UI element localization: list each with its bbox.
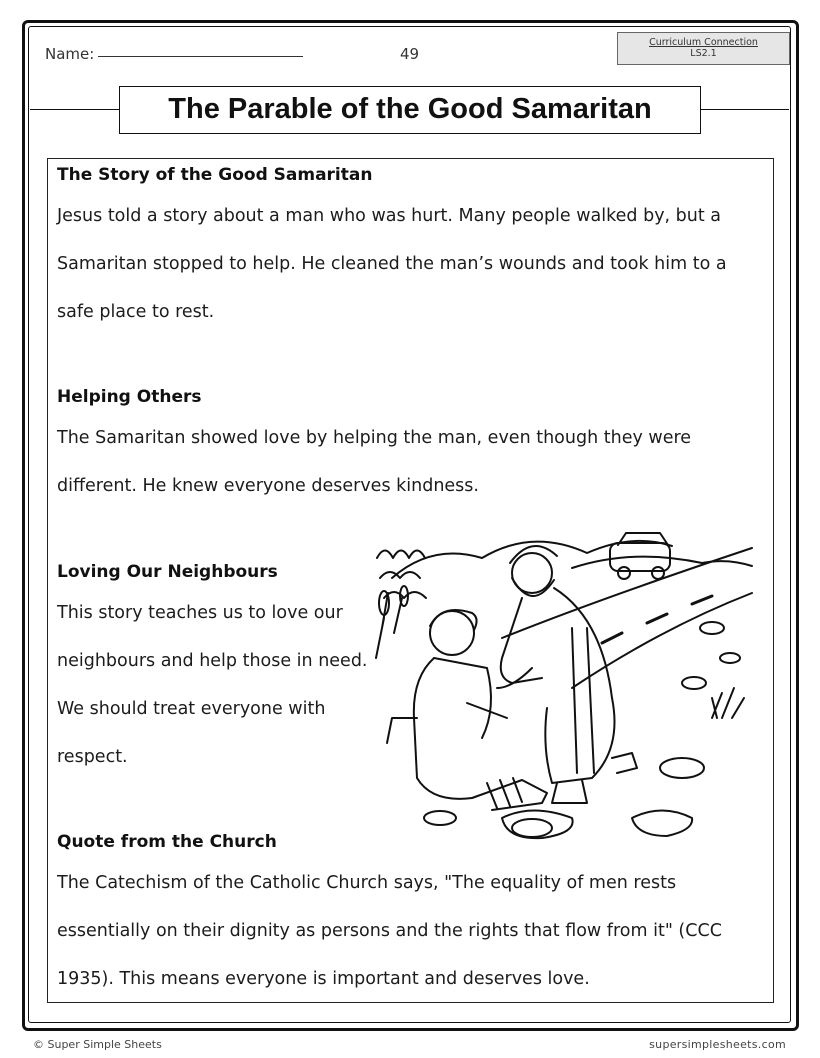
text-line: essentially on their dignity as persons and the rights that flow from it" (CCC: [57, 921, 722, 941]
text-line: The Catechism of the Catholic Church says, "The equality of men rests: [57, 873, 677, 893]
text-line: This story teaches us to love our: [57, 603, 343, 623]
section-heading-story: The Story of the Good Samaritan: [57, 165, 373, 185]
text-line: The Samaritan showed love by helping the man, even though they were: [57, 428, 692, 448]
section-text-quote: [57, 859, 757, 1003]
page-number: 49: [400, 45, 420, 63]
text-line: 1935). This means everyone is important and deserves love.: [57, 969, 590, 989]
footer-copyright: © Super Simple Sheets: [33, 1038, 162, 1051]
curriculum-connection-box: [617, 32, 790, 65]
section-heading-quote: Quote from the Church: [57, 832, 277, 852]
text-line: respect.: [57, 747, 128, 767]
name-underline[interactable]: [98, 56, 303, 57]
text-line: safe place to rest.: [57, 302, 215, 322]
page-title: The Parable of the Good Samaritan: [119, 86, 701, 134]
good-samaritan-illustration: [372, 518, 754, 856]
text-line: We should treat everyone with: [57, 699, 326, 719]
section-heading-neighbours: Loving Our Neighbours: [57, 562, 278, 582]
text-line: Jesus told a story about a man who was hurt. Many people walked by, but a: [57, 206, 722, 226]
section-heading-helping: Helping Others: [57, 387, 202, 407]
name-label: Name:: [45, 45, 95, 63]
curriculum-title: Curriculum Connection: [649, 37, 758, 48]
section-text-story: [57, 192, 757, 336]
section-text-neighbours: [57, 589, 377, 781]
footer-website[interactable]: supersimplesheets.com: [649, 1038, 786, 1051]
text-line: different. He knew everyone deserves kindness.: [57, 476, 479, 496]
section-text-helping: [57, 414, 757, 510]
text-line: Samaritan stopped to help. He cleaned the man’s wounds and took him to a: [57, 254, 727, 274]
curriculum-code: LS2.1: [690, 48, 717, 59]
text-line: neighbours and help those in need.: [57, 651, 368, 671]
name-field[interactable]: [45, 45, 303, 63]
